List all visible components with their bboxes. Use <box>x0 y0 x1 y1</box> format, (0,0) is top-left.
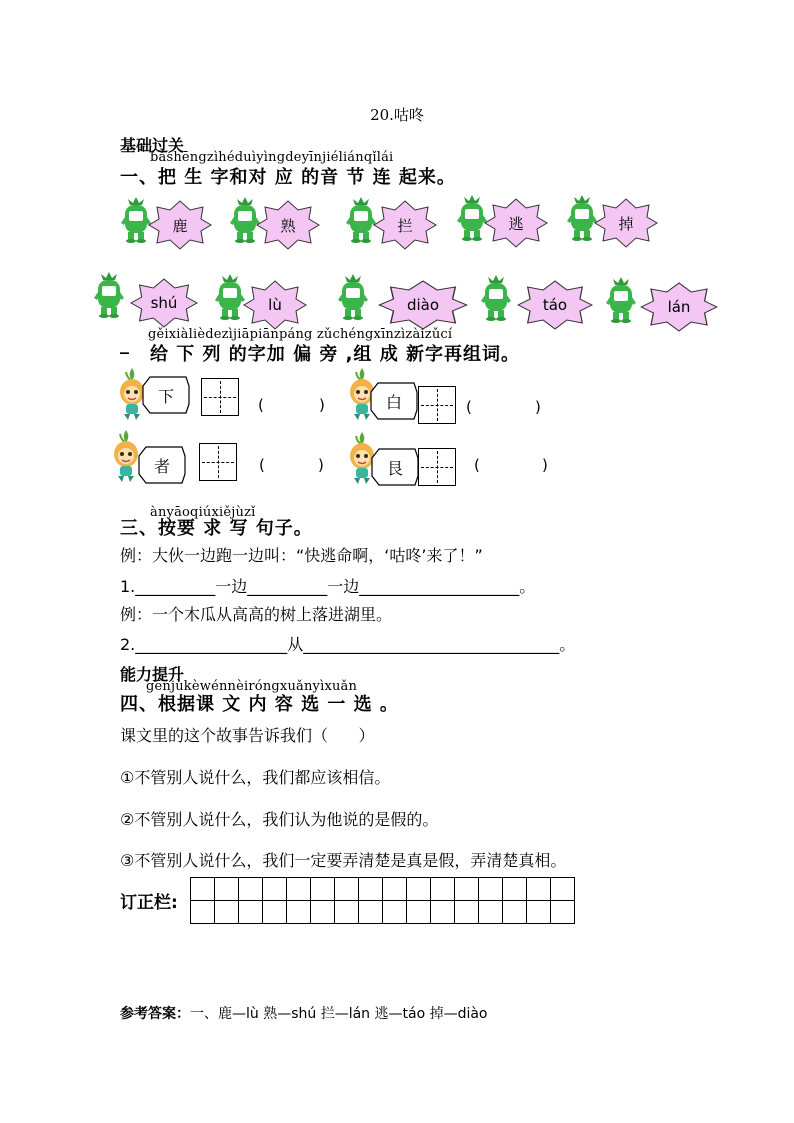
syllable-star-4[interactable] <box>517 280 593 330</box>
q2-char-box <box>138 446 186 484</box>
mascot-icon <box>94 272 124 318</box>
paren-close: ) <box>535 398 541 416</box>
correction-grid[interactable] <box>190 877 575 924</box>
char-star-2[interactable] <box>256 200 320 250</box>
q2-char: 白 <box>385 392 402 412</box>
q4-question: 课文里的这个故事告诉我们（ ） <box>120 726 375 745</box>
mascot-icon <box>338 274 368 320</box>
q3-heading: 三、按要 求 写 句子。 <box>120 518 313 539</box>
word: 一边 <box>327 577 360 596</box>
paren-close: ) <box>318 456 324 474</box>
char-label: 熟 <box>280 216 296 235</box>
mascot-icon <box>481 275 511 321</box>
paren-open: ( <box>258 396 264 414</box>
q2-char: 下 <box>157 386 174 406</box>
q2-char: 艮 <box>386 458 403 478</box>
q3-fill-line-1[interactable] <box>120 574 535 597</box>
q4-option-1[interactable]: ①不管别人说什么，我们都应该相信。 <box>120 768 391 787</box>
section-basic: 基础过关 <box>120 136 185 155</box>
syllable-star-5[interactable] <box>640 282 718 332</box>
paren-open: ( <box>466 398 472 416</box>
blank: ________________________________。 <box>303 635 576 654</box>
char-star-4[interactable] <box>484 198 548 248</box>
q2-char-box <box>371 448 419 486</box>
word: 从 <box>287 635 304 654</box>
blank: ____________________。 <box>359 577 536 596</box>
q2-char: 者 <box>153 456 170 476</box>
char-star-1[interactable] <box>148 200 212 250</box>
mascot-icon <box>606 277 636 323</box>
mascot-icon <box>121 197 151 243</box>
q2-char-box <box>370 382 418 420</box>
mascot-icon <box>567 195 597 241</box>
q3-pinyin: ànyāoqiúxiějùzǐ <box>150 505 256 520</box>
mascot-icon <box>215 274 245 320</box>
answer-label: 参考答案： <box>120 1006 190 1022</box>
char-star-3[interactable] <box>373 200 437 250</box>
syllable-label: shú <box>150 294 178 312</box>
q2-heading: 给 下 列 的字加 偏 旁 ,组 成 新字再组词。 <box>150 344 520 365</box>
char-star-5[interactable] <box>594 198 658 248</box>
q3-fill-line-2[interactable] <box>120 632 575 655</box>
syllable-star-2[interactable] <box>243 280 307 330</box>
syllable-label: lù <box>268 296 282 314</box>
paren-close: ) <box>319 396 325 414</box>
char-label: 拦 <box>397 216 413 235</box>
answer-line <box>120 1003 488 1023</box>
q3-example-2: 例：一个木瓜从高高的树上落进湖里。 <box>120 605 393 624</box>
q1-pinyin: bǎshēngzìhéduìyìngdeyīnjiéliánqǐlái <box>150 150 394 165</box>
char-label: 逃 <box>508 214 524 233</box>
q3-example-1: 例：大伙一边跑一边叫：“快逃命啊，‘咕咚’来了！” <box>120 546 483 565</box>
q2-char-box <box>142 376 190 414</box>
blank: __________ <box>247 577 328 596</box>
mascot-icon <box>457 195 487 241</box>
paren-open: ( <box>259 456 265 474</box>
section-ability: 能力提升 <box>120 665 185 684</box>
word: 一边 <box>215 577 248 596</box>
page-title: 20.咕咚 <box>370 106 424 124</box>
char-label: 鹿 <box>172 216 188 235</box>
correction-label: 订正栏: <box>120 893 178 913</box>
tian-grid-box[interactable] <box>199 443 237 481</box>
mascot-icon <box>346 197 376 243</box>
syllable-label: diào <box>406 296 440 314</box>
q2-pinyin: gěixiàlièdezìjiāpiānpáng zǔchéngxīnzìzàizǔcí <box>148 327 453 342</box>
q1-heading: 一、把 生 字和对 应 的音 节 连 起来。 <box>120 167 456 188</box>
paren-open: ( <box>474 456 480 474</box>
q4-heading: 四、根据课 文 内 容 选 一 选 。 <box>120 694 399 715</box>
syllable-label: táo <box>542 296 568 314</box>
answer-text: 一、鹿—lù 熟—shú 拦—lán 逃—táo 掉—diào <box>190 1006 488 1022</box>
paren-close: ) <box>542 456 548 474</box>
blank: 2.___________________ <box>120 635 288 654</box>
q4-option-2[interactable]: ②不管别人说什么，我们认为他说的是假的。 <box>120 810 439 829</box>
syllable-label: lán <box>667 298 691 316</box>
syllable-star-1[interactable] <box>130 278 198 328</box>
tian-grid-box[interactable] <box>418 386 456 424</box>
blank: 1.__________ <box>120 577 216 596</box>
syllable-star-3[interactable] <box>378 280 468 330</box>
q4-option-3[interactable]: ③不管别人说什么，我们一定要弄清楚是真是假，弄清楚真相。 <box>120 851 567 870</box>
q4-pinyin: gēnjùkèwénnèiróngxuǎnyìxuǎn <box>146 679 358 694</box>
tian-grid-box[interactable] <box>201 378 239 416</box>
q2-prefix: _ <box>120 334 130 355</box>
tian-grid-box[interactable] <box>418 448 456 486</box>
char-label: 掉 <box>618 214 634 233</box>
